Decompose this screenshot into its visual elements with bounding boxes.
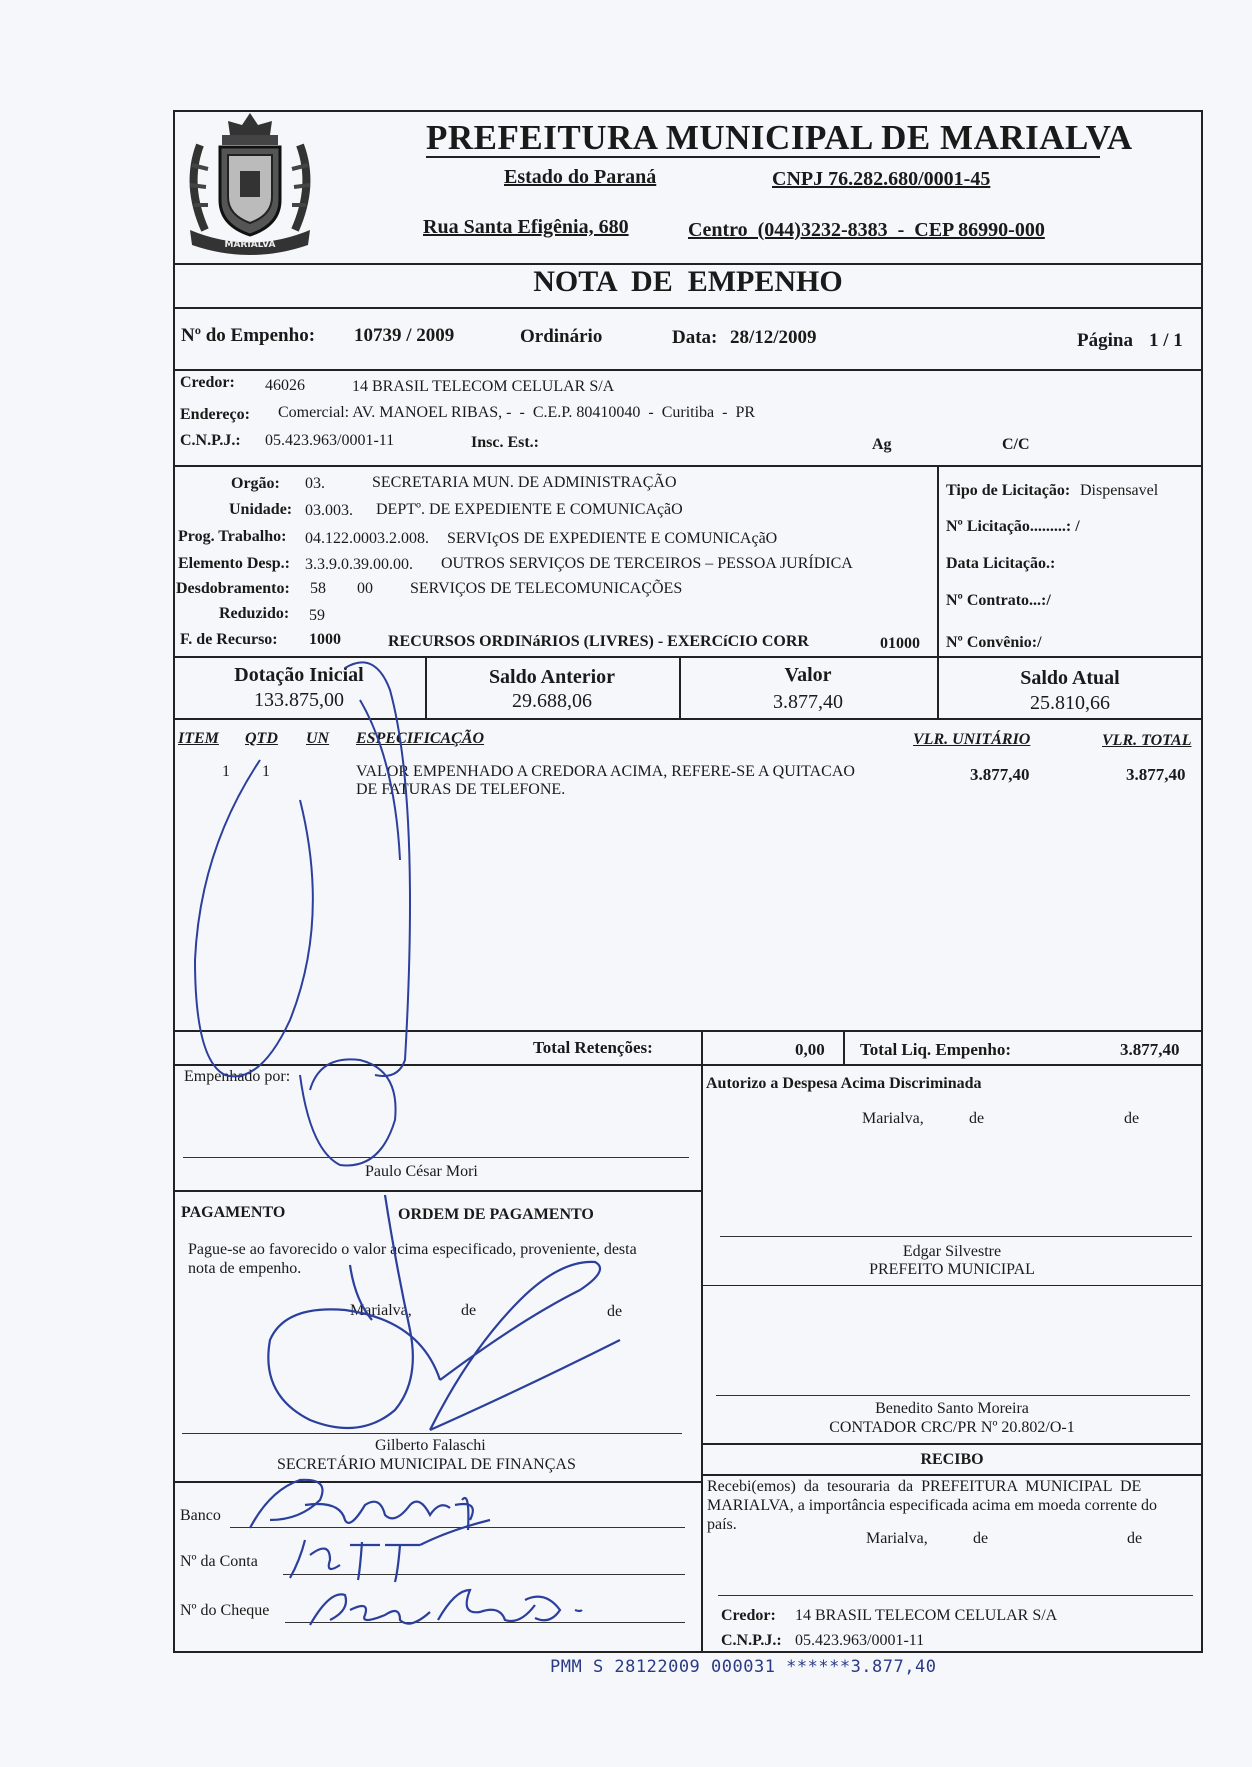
machine-stamp: PMM S 28122009 000031 ******3.877,40 xyxy=(550,1657,937,1677)
credor-name: 14 BRASIL TELECOM CELULAR S/A xyxy=(352,378,615,395)
col-item: ITEM xyxy=(178,730,219,747)
ordem-de-2: de xyxy=(607,1303,623,1320)
state-label: Estado do Paraná xyxy=(504,166,657,188)
table-row-qtd: 1 xyxy=(262,763,270,780)
col-especificacao: ESPECIFICAÇÃO xyxy=(356,730,485,747)
saldo-atual-value: 25.810,66 xyxy=(1030,692,1110,714)
col-vlr-unitario: VLR. UNITÁRIO xyxy=(913,731,1031,748)
unidade-name: DEPTº. DE EXPEDIENTE E COMUNICAçãO xyxy=(376,501,683,518)
contador-title: CONTADOR CRC/PR Nº 20.802/O-1 xyxy=(829,1419,1075,1436)
recurso-label: F. de Recurso: xyxy=(180,631,278,648)
prog-name: SERVIçOS DE EXPEDIENTE E COMUNICAçãO xyxy=(447,530,778,547)
ordem-pagamento-label: ORDEM DE PAGAMENTO xyxy=(398,1206,594,1223)
empenho-number: 10739 / 2009 xyxy=(354,325,455,346)
reduzido-label: Reduzido: xyxy=(219,605,290,622)
pagamento-label: PAGAMENTO xyxy=(181,1204,286,1221)
credor-label: Credor: xyxy=(180,374,235,391)
autorizo-text: Autorizo a Despesa Acima Discriminada xyxy=(706,1075,982,1092)
table-row-total: 3.877,40 xyxy=(1126,765,1186,784)
cheque-label: Nº do Cheque xyxy=(180,1602,270,1619)
reduzido-value: 59 xyxy=(309,607,325,624)
ordem-text-line2: nota de empenho. xyxy=(188,1260,302,1277)
recibo-text-line2: MARIALVA, a importância especificada acima em moeda corrente do xyxy=(707,1497,1158,1514)
svg-text:MARIALVA: MARIALVA xyxy=(224,240,276,250)
col-un: UN xyxy=(306,730,330,747)
autorizo-de-1: de xyxy=(969,1110,985,1127)
ag-label: Ag xyxy=(872,436,892,453)
retencoes-label: Total Retenções: xyxy=(533,1038,653,1057)
recibo-cnpj: 05.423.963/0001-11 xyxy=(795,1632,925,1649)
elemento-name: OUTROS SERVIÇOS DE TERCEIROS – PESSOA JURÍDICA xyxy=(441,555,853,572)
elemento-code: 3.3.9.0.39.00.00. xyxy=(305,556,413,573)
valor-label: Valor xyxy=(784,664,832,686)
table-row-unit: 3.877,40 xyxy=(970,765,1030,784)
desdobramento-name: SERVIÇOS DE TELECOMUNICAÇÕES xyxy=(410,580,683,597)
empenhado-name: Paulo César Mori xyxy=(365,1163,478,1180)
table-row-spec-line2: DE FATURAS DE TELEFONE. xyxy=(356,781,566,798)
recibo-cnpj-label: C.N.P.J.: xyxy=(721,1632,782,1649)
saldo-anterior-value: 29.688,06 xyxy=(512,690,592,712)
numero-convenio: Nº Convênio:/ xyxy=(946,634,1042,651)
table-row-spec-line1: VALOR EMPENHADO A CREDORA ACIMA, REFERE-SE A QUITACAO xyxy=(356,763,855,780)
numero-contrato: Nº Contrato...:/ xyxy=(946,592,1051,609)
elemento-label: Elemento Desp.: xyxy=(178,555,290,572)
data-licitacao: Data Licitação.: xyxy=(946,555,1056,572)
ordem-place: Marialva, xyxy=(350,1302,412,1319)
secretario-name: Gilberto Falaschi xyxy=(375,1437,486,1454)
prefeito-title: PREFEITO MUNICIPAL xyxy=(869,1261,1035,1278)
credor-code: 46026 xyxy=(265,377,305,394)
header-address: Centro (044)3232-8383 - CEP 86990-000 xyxy=(688,219,1045,241)
document-title: NOTA DE EMPENHO xyxy=(533,265,843,298)
empenho-type: Ordinário xyxy=(520,326,603,347)
autorizo-de-2: de xyxy=(1124,1110,1140,1127)
contador-name: Benedito Santo Moreira xyxy=(875,1400,1029,1417)
recibo-text-line3: país. xyxy=(707,1516,737,1533)
saldo-anterior-label: Saldo Anterior xyxy=(488,666,616,688)
empenho-number-label: Nº do Empenho: xyxy=(181,325,316,346)
dotacao-value: 133.875,00 xyxy=(254,689,344,711)
banco-label: Banco xyxy=(180,1507,221,1524)
col-vlr-total: VLR. TOTAL xyxy=(1102,732,1192,749)
recibo-credor-name: 14 BRASIL TELECOM CELULAR S/A xyxy=(795,1607,1058,1624)
orgao-name: SECRETARIA MUN. DE ADMINISTRAÇÃO xyxy=(372,474,677,491)
unidade-label: Unidade: xyxy=(229,501,293,518)
empenho-date-label: Data: xyxy=(672,327,718,348)
cc-label: C/C xyxy=(1002,436,1030,453)
secretario-title: SECRETÁRIO MUNICIPAL DE FINANÇAS xyxy=(277,1456,576,1473)
credor-address: Comercial: AV. MANOEL RIBAS, - - C.E.P. 80410040 - Curitiba - PR xyxy=(278,404,756,421)
recibo-credor-label: Credor: xyxy=(721,1607,776,1624)
header-street: Rua Santa Efigênia, 680 xyxy=(423,216,629,238)
liquido-label: Total Liq. Empenho: xyxy=(860,1040,1011,1059)
numero-licitacao: Nº Licitação.........: / xyxy=(946,518,1080,535)
header-cnpj: CNPJ 76.282.680/0001-45 xyxy=(772,168,991,190)
prog-label: Prog. Trabalho: xyxy=(178,528,287,545)
desdobramento-label: Desdobramento: xyxy=(176,580,290,597)
valor-value: 3.877,40 xyxy=(773,691,843,713)
desdobramento-code1: 58 xyxy=(310,580,326,597)
desdobramento-code2: 00 xyxy=(357,580,373,597)
insc-est-label: Insc. Est.: xyxy=(471,434,540,451)
col-qtd: QTD xyxy=(245,730,278,747)
recibo-de-1: de xyxy=(973,1530,989,1547)
cnpj-label: C.N.P.J.: xyxy=(180,432,241,449)
orgao-code: 03. xyxy=(305,475,325,492)
credor-cnpj: 05.423.963/0001-11 xyxy=(265,432,395,449)
empenho-date: 28/12/2009 xyxy=(730,327,817,348)
orgao-label: Orgão: xyxy=(231,475,280,492)
autorizo-place: Marialva, xyxy=(862,1110,924,1127)
recibo-de-2: de xyxy=(1127,1530,1143,1547)
recibo-label: RECIBO xyxy=(920,1451,984,1468)
tipo-licitacao-label: Tipo de Licitação: xyxy=(946,482,1071,499)
ordem-text-line1: Pague-se ao favorecido o valor acima especificado, proveniente, desta xyxy=(188,1241,637,1258)
saldo-atual-label: Saldo Atual xyxy=(1020,667,1120,689)
prefeito-name: Edgar Silvestre xyxy=(902,1243,1002,1260)
tipo-licitacao-value: Dispensavel xyxy=(1080,482,1159,499)
page-number: 1 / 1 xyxy=(1149,330,1183,351)
dotacao-label: Dotação Inicial xyxy=(234,664,364,686)
empenhado-label: Empenhado por: xyxy=(184,1068,291,1085)
page-title: PREFEITURA MUNICIPAL DE MARIALVA xyxy=(426,118,1133,157)
table-row-item: 1 xyxy=(222,763,230,780)
recibo-text-line1: Recebi(emos) da tesouraria da PREFEITURA MUNICIPAL DE xyxy=(707,1478,1142,1495)
recurso-code: 1000 xyxy=(309,631,341,648)
recurso-name: RECURSOS ORDINáRIOS (LIVRES) - EXERCíCIO CORR xyxy=(388,633,809,650)
retencoes-value: 0,00 xyxy=(795,1040,825,1059)
conta-label: Nº da Conta xyxy=(180,1553,258,1570)
recurso-suffix: 01000 xyxy=(880,635,920,652)
page-label: Página xyxy=(1077,330,1133,351)
recibo-place: Marialva, xyxy=(866,1530,928,1547)
ordem-de-1: de xyxy=(461,1302,477,1319)
unidade-code: 03.003. xyxy=(305,502,353,519)
liquido-value: 3.877,40 xyxy=(1120,1040,1180,1059)
prog-code: 04.122.0003.2.008. xyxy=(305,530,429,547)
address-label: Endereço: xyxy=(180,406,250,423)
